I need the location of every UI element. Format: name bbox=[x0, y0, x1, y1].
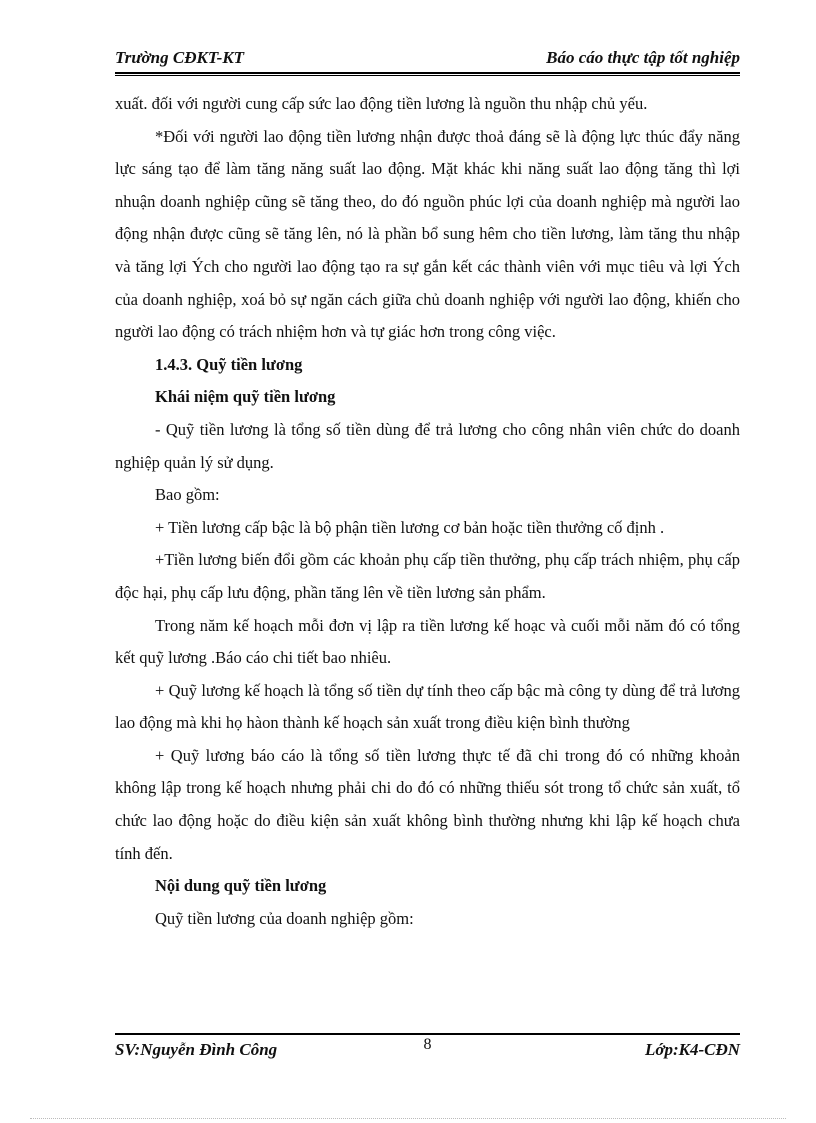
body-paragraph: Trong năm kế hoạch mỗi đơn vị lập ra tiền lương kế hoạc và cuối mỗi năm đó có tổng kết quỹ lương .Báo cáo chi tiết bao nhiêu. bbox=[115, 615, 740, 668]
body-paragraph: Bao gồm: bbox=[155, 485, 220, 505]
body-paragraph: xuất. đối với người cung cấp sức lao động tiền lương là nguồn thu nhập chủ yếu. bbox=[115, 94, 648, 113]
body-paragraph: Quỹ tiền lương của doanh nghiệp gồm: bbox=[155, 908, 414, 928]
body-paragraph: +Tiền lương biến đổi gồm các khoản phụ cấp tiền thưởng, phụ cấp trách nhiệm, phụ cấp độc hại, phụ cấp lưu động, phần tăng lên về tiền lương sản phẩm. bbox=[115, 550, 740, 602]
section-heading: Khái niệm quỹ tiền lương bbox=[155, 387, 336, 407]
document-body bbox=[115, 88, 740, 935]
header-school: Trường CĐKT-KT bbox=[115, 48, 245, 67]
page-edge-dotted bbox=[30, 1118, 786, 1119]
footer-student: SV:Nguyễn Đình Công bbox=[115, 1040, 278, 1059]
body-paragraph: + Quỹ lương báo cáo là tổng số tiền lương thực tế đã chi trong đó có những khoản không lập trong kế hoạch nhưng phải chi do đó có những thiếu sót trong tổ chức sản xuất, tổ chức lao động hoặc do điều kiện sản xuất không bình thường nhưng khi lập kế hoạch chưa tính đến. bbox=[115, 745, 740, 863]
footer-class: Lớp:K4-CĐN bbox=[644, 1040, 740, 1059]
section-heading: Nội dung quỹ tiền lương bbox=[155, 876, 327, 896]
body-paragraph: *Đối với người lao động tiền lương nhận được thoả đáng sẽ là động lực thúc đẩy năng lực sáng tạo để làm tăng năng suất lao động. Mặt khác khi năng suất lao động tăng thì lợi nhuận doanh nghiệp cũng sẽ tăng theo, do đó nguồn phúc lợi của doanh nghiệp mà người lao động nhận được cũng sẽ tăng lên, nó là phần bổ sung hêm cho tiền lương, làm tăng thu nhập và tăng lợi Ých cho người lao động tạo ra sự gắn kết các thành viên với mục tiêu và lợi Ých của doanh nghiệp, xoá bỏ sự ngăn cách giữa chủ doanh nghiệp với người lao động, khiến cho người lao động có trách nhiệm hơn và tự giác hơn trong công việc. bbox=[115, 126, 740, 342]
body-paragraph: - Quỹ tiền lương là tổng số tiền dùng để trả lương cho công nhân viên chức do doanh nghiệp quản lý sử dụng. bbox=[115, 419, 740, 472]
page-header bbox=[115, 48, 740, 72]
header-report-title: Báo cáo thực tập tốt nghiệp bbox=[546, 48, 740, 67]
section-heading: 1.4.3. Quỹ tiền lương bbox=[155, 354, 303, 374]
page-footer bbox=[115, 1036, 740, 1064]
footer-rule bbox=[115, 1033, 740, 1035]
header-rule bbox=[115, 72, 740, 76]
page-number: 8 bbox=[423, 1036, 432, 1053]
body-paragraph: + Tiền lương cấp bậc là bộ phận tiền lương cơ bản hoặc tiền thưởng cố định . bbox=[155, 517, 665, 537]
body-paragraph: + Quỹ lương kế hoạch là tổng số tiền dự tính theo cấp bậc mà công ty dùng để trả lương lao động mà khi họ hàon thành kế hoạch sản xuất trong điều kiện bình thường bbox=[115, 680, 740, 733]
